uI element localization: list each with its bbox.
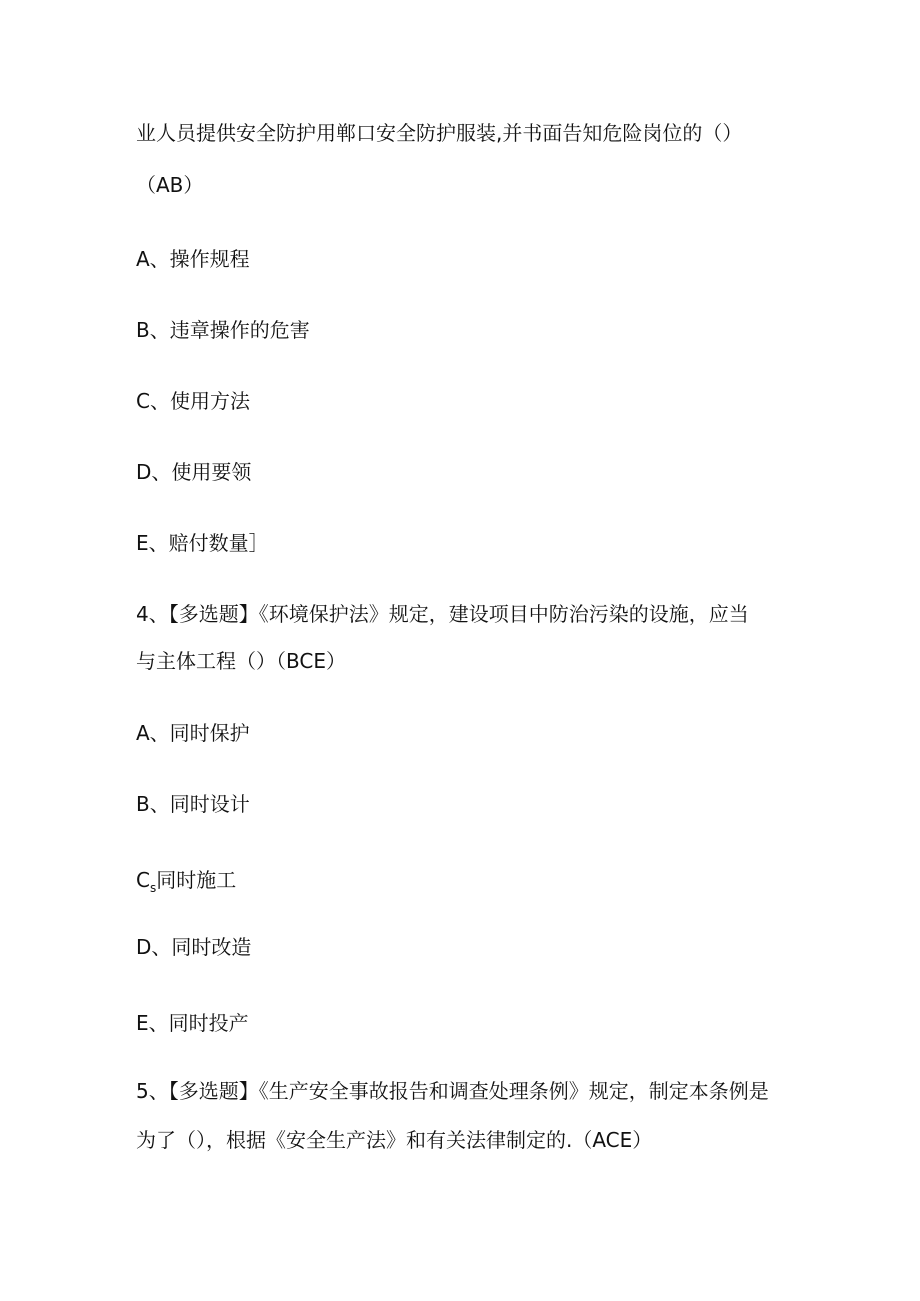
question-4-option-a: A、同时保护 xyxy=(136,721,250,745)
question-4-option-b: B、同时设计 xyxy=(136,792,250,816)
question-3-stem-continuation: 业人员提供安全防护用郸口安全防护服装,并书面告知危险岗位的（） xyxy=(136,121,743,145)
question-4-option-e: E、同时投产 xyxy=(136,1011,249,1035)
question-3-option-e: E、赔付数量］ xyxy=(136,531,269,555)
question-3-option-c: C、使用方法 xyxy=(136,389,250,413)
question-4-stem-line1: 4、【多选题】《环境保护法》规定，建设项目中防治污染的设施，应当 xyxy=(136,602,749,626)
question-5-stem-line2: 为了（），根据《安全生产法》和有关法律制定的.（ACE） xyxy=(136,1128,653,1152)
question-3-answer: （AB） xyxy=(136,173,204,197)
question-4-option-d: D、同时改造 xyxy=(136,935,252,959)
question-3-option-a: A、操作规程 xyxy=(136,247,250,271)
option-c-subscript: s xyxy=(149,881,157,895)
question-3-option-b: B、违章操作的危害 xyxy=(136,318,310,342)
question-3-option-d: D、使用要领 xyxy=(136,460,252,484)
option-c-text: 同时施工 xyxy=(156,868,237,892)
question-4-stem-line2: 与主体工程（）（BCE） xyxy=(136,649,346,673)
question-4-option-c xyxy=(136,866,236,902)
option-c-letter: C xyxy=(136,868,150,892)
question-5-stem-line1: 5、【多选题】《生产安全事故报告和调查处理条例》规定，制定本条例是 xyxy=(136,1079,769,1103)
